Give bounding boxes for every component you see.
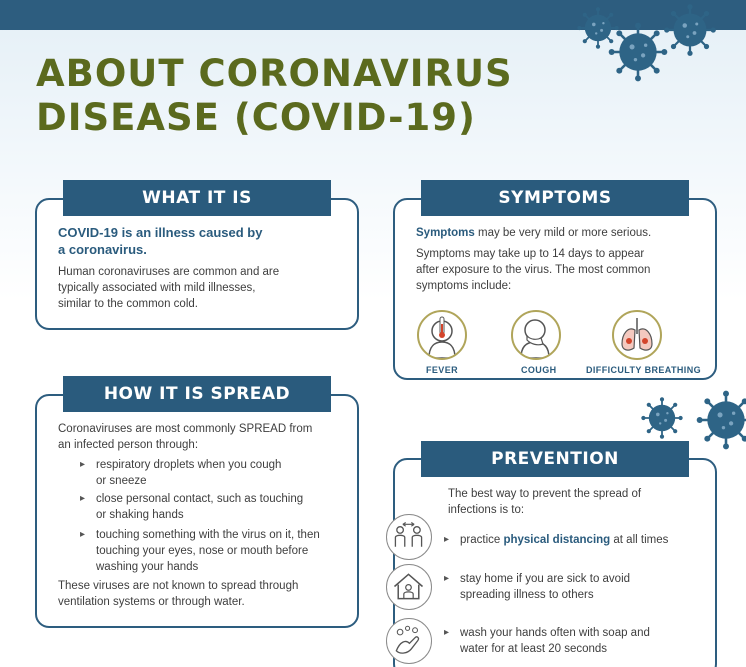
- what-it-is-body-line-3: similar to the common cold.: [58, 298, 198, 310]
- symptoms-body-line-2: after exposure to the virus. The most common: [416, 264, 651, 276]
- virus-cluster-top-right-icon: [560, 0, 746, 110]
- prevention-intro-line-2: infections is to:: [448, 504, 525, 516]
- symptoms-intro-bold: Symptoms: [416, 227, 475, 239]
- what-it-is-body-line-1: Human coronaviruses are common and are: [58, 266, 280, 278]
- prevention-header: PREVENTION: [421, 441, 689, 477]
- how-it-is-spread-header: HOW IT IS SPREAD: [63, 376, 331, 412]
- prevention-item-1-post: at all times: [610, 534, 669, 546]
- physical-distancing-icon: [386, 514, 432, 560]
- spread-intro-line-1: Coronaviruses are most commonly SPREAD from: [58, 423, 313, 435]
- prevention-item-2-line-1: ▸ stay home if you are sick to avoid: [460, 573, 631, 585]
- spread-outro-line-2: ventilation systems or through water.: [58, 596, 245, 608]
- symptoms-body-line-1: Symptoms may take up to 14 days to appear: [416, 248, 645, 260]
- fever-icon: [417, 310, 467, 360]
- page-title: [36, 52, 513, 140]
- what-it-is-lead-line-2: a coronavirus.: [58, 242, 147, 257]
- symptom-label-cough: COUGH: [521, 365, 557, 375]
- symptom-label-difficulty-breathing: DIFFICULTY BREATHING: [586, 365, 701, 375]
- spread-bullet-1: [80, 457, 281, 489]
- prevention-item-1-pre: practice: [460, 534, 504, 546]
- prevention-item-2: [444, 571, 630, 603]
- lungs-icon: [612, 310, 662, 360]
- prevention-item-3-line-1: ▸ wash your hands often with soap and: [460, 627, 650, 639]
- prevention-item-1: [444, 532, 668, 548]
- spread-bullet-2-line-2: or shaking hands: [96, 509, 184, 521]
- spread-bullet-2-line-1: ▸ close personal contact, such as touching: [96, 493, 304, 505]
- symptoms-header: SYMPTOMS: [421, 180, 689, 216]
- what-it-is-body-line-2: typically associated with mild illnesses,: [58, 282, 256, 294]
- symptom-label-fever: FEVER: [426, 365, 459, 375]
- symptoms-body-line-3: symptoms include:: [416, 280, 512, 292]
- page-title-line-1: ABOUT CORONAVIRUS: [36, 52, 513, 95]
- spread-bullet-2: [80, 491, 303, 523]
- spread-bullet-3: [80, 527, 320, 575]
- spread-bullet-1-line-2: or sneeze: [96, 475, 147, 487]
- prevention-item-3-line-2: water for at least 20 seconds: [460, 643, 608, 655]
- page-title-line-2: DISEASE (COVID-19): [36, 96, 476, 139]
- stay-home-icon: [386, 564, 432, 610]
- spread-outro-line-1: These viruses are not known to spread through: [58, 580, 299, 592]
- prevention-intro-line-1: The best way to prevent the spread of: [448, 488, 642, 500]
- spread-intro-line-2: an infected person through:: [58, 439, 199, 451]
- spread-bullet-3-line-2: touching your eyes, nose or mouth before: [96, 545, 309, 557]
- prevention-item-2-line-2: spreading illness to others: [460, 589, 594, 601]
- prevention-item-3: [444, 625, 650, 657]
- symptoms-intro: [416, 225, 651, 241]
- hand-washing-icon: [386, 618, 432, 664]
- what-it-is-header: WHAT IT IS: [63, 180, 331, 216]
- spread-bullet-3-line-3: washing your hands: [96, 561, 199, 573]
- spread-bullet-1-line-1: ▸ respiratory droplets when you cough: [96, 459, 282, 471]
- prevention-item-1-bold: physical distancing: [503, 534, 611, 546]
- spread-bullet-3-line-1: ▸ touching something with the virus on it, then: [96, 529, 320, 541]
- cough-icon: [511, 310, 561, 360]
- symptoms-intro-rest: may be very mild or more serious.: [474, 227, 652, 239]
- what-it-is-lead-line-1: COVID-19 is an illness caused by: [58, 225, 263, 240]
